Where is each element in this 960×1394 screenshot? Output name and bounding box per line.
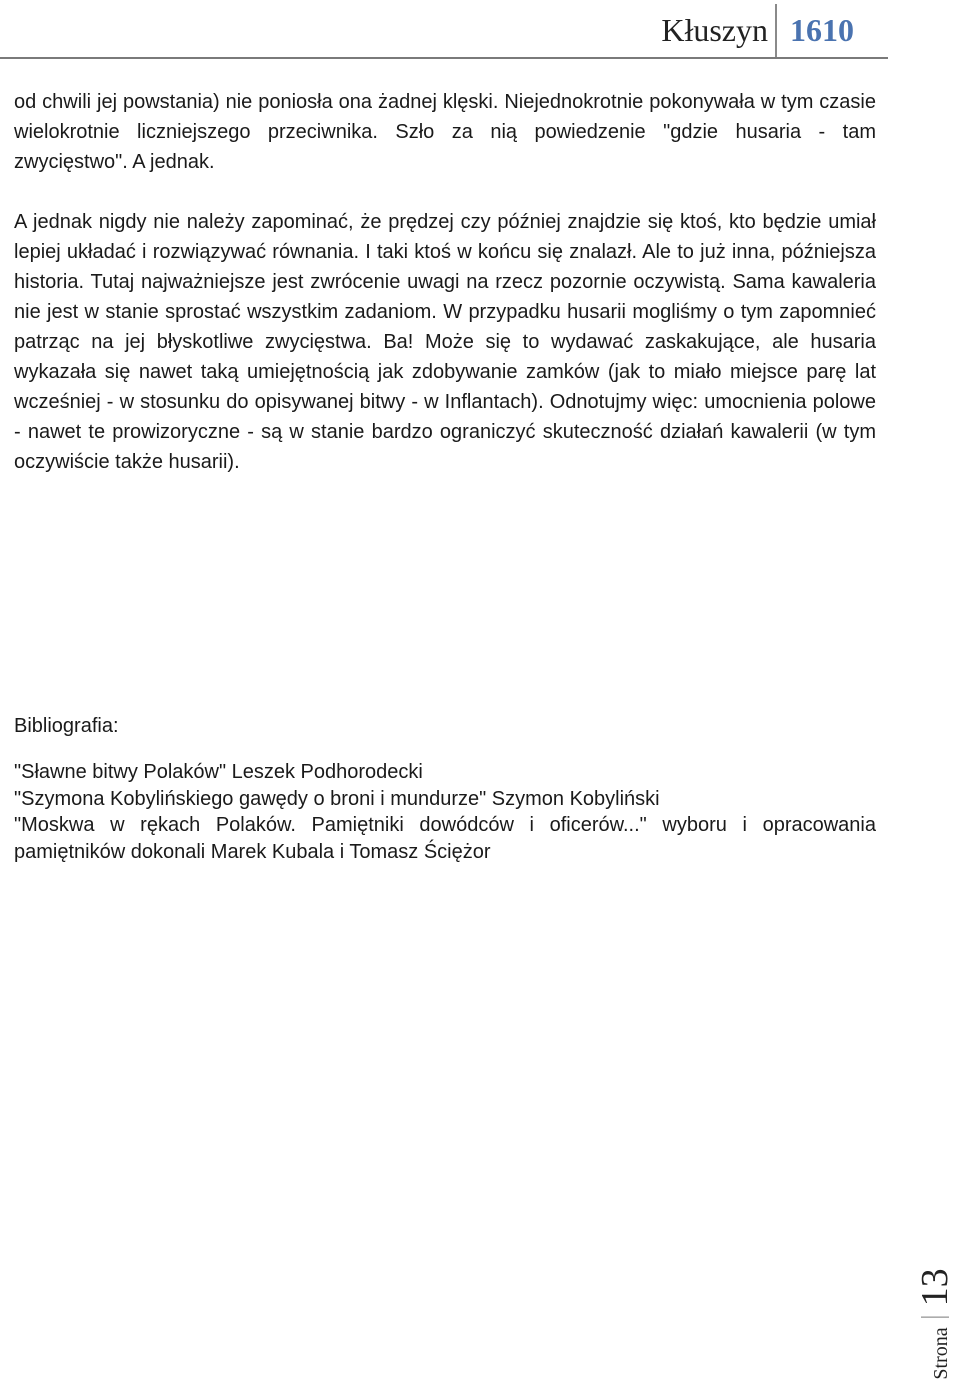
page-number-block	[913, 1268, 957, 1379]
header-title: Kłuszyn	[661, 12, 768, 48]
paragraph: A jednak nigdy nie należy zapominać, że prędzej czy później znajdzie się ktoś, kto będzie umiał lepiej układać i rozwiązywać równania. I taki ktoś w końcu się znalazł. Ale to już inna, późniejsza historia. Tutaj najważniejsze jest zwrócenie uwagi na rzecz pozornie oczywistą. Sama kawaleria nie jest w stanie sprostać wszystkim zadaniom. W przypadku husarii mogliśmy o tym zapomnieć patrząc na jej błyskotliwe zwycięstwa. Ba! Może się to wydawać zaskakujące, ale husaria wykazała się nawet taką umiejętnością jak zdobywanie zamków (jak to miało miejsce parę lat wcześniej - w stosunku do opisywanej bitwy - w Inflantach). Odnotujmy więc: umocnienia polowe - nawet te prowizoryczne - są w stanie bardzo ograniczyć skuteczność działań kawalerii (w tym oczywiście także husarii).	[14, 211, 876, 473]
bibliography-list	[14, 759, 876, 865]
header-divider	[775, 4, 777, 58]
header-year: 1610	[790, 12, 854, 48]
bibliography-item: "Sławne bitwy Polaków" Leszek Podhorodecki	[14, 761, 423, 783]
bibliography-heading: Bibliografia:	[14, 715, 119, 737]
page-footer	[910, 1254, 960, 1394]
footer-divider	[921, 1316, 949, 1317]
header-rule	[0, 57, 888, 59]
bibliography-section	[14, 713, 876, 865]
page-header	[0, 0, 890, 60]
bibliography-item: "Szymona Kobylińskiego gawędy o broni i mundurze" Szymon Kobyliński	[14, 787, 660, 810]
body-text	[14, 87, 876, 477]
page-label: Strona	[930, 1327, 952, 1380]
page-number: 13	[914, 1268, 956, 1307]
paragraph: od chwili jej powstania) nie poniosła ona żadnej klęski. Niejednokrotnie pokonywała w tym czasie wielokrotnie liczniejszego przeciwnika. Szło za nią powiedzenie "gdzie husaria - tam zwycięstwo". A jednak.	[14, 91, 876, 173]
bibliography-item: "Moskwa w rękach Polaków. Pamiętniki dowódców i oficerów..." wyboru i opracowania pamiętników dokonali Marek Kubala i Tomasz Ściężor	[14, 814, 876, 863]
